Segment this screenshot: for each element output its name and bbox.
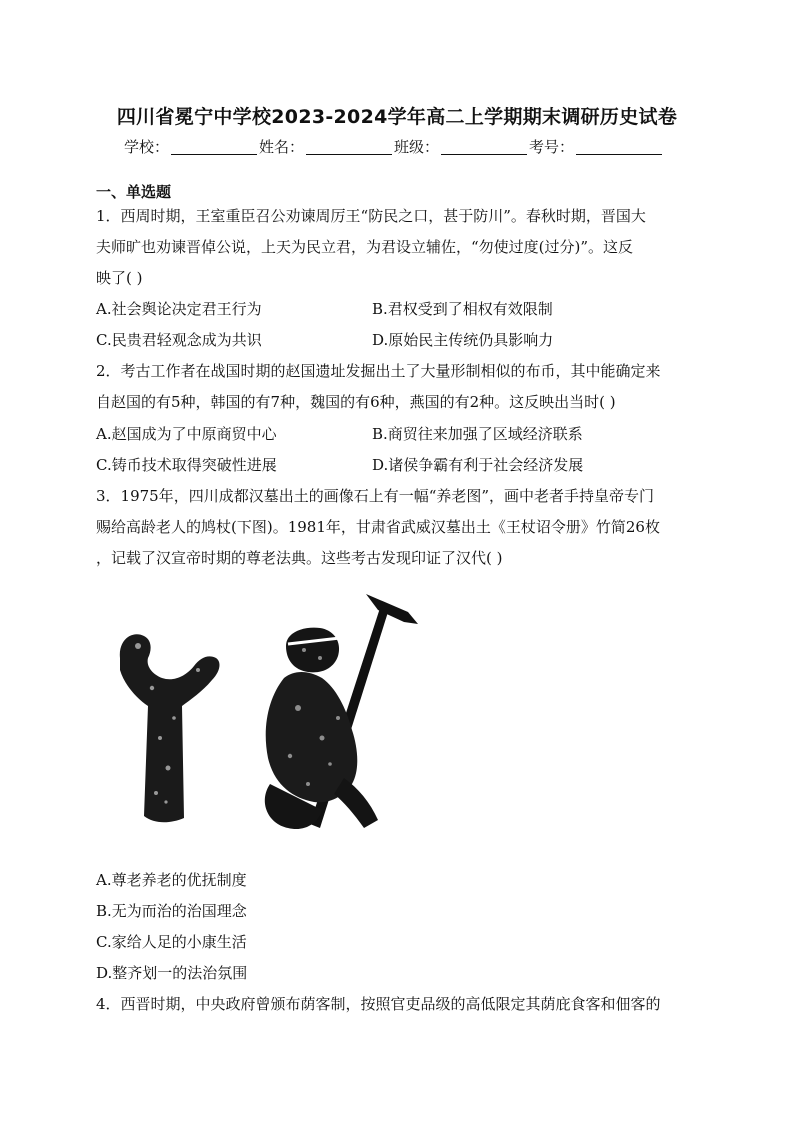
- q3-line: 3．1975年，四川成都汉墓出土的画像石上有一幅“养老图”，画中老者手持皇帝专门: [96, 487, 655, 505]
- section-heading: 一、单选题: [96, 183, 172, 201]
- q2-option-d[interactable]: D.诸侯争霸有利于社会经济发展: [372, 456, 584, 474]
- q1-option-c[interactable]: C.民贵君轻观念成为共识: [96, 331, 262, 349]
- q2-line: 自赵国的有5种，韩国的有7种，魏国的有6种，燕国的有2种。这反映出当时( ): [96, 393, 616, 411]
- q3-option-d[interactable]: D.整齐划一的法治氛围: [96, 964, 248, 982]
- class-blank[interactable]: [441, 140, 527, 155]
- q4-line: 4．西晋时期，中央政府曾颁布荫客制，按照官吏品级的高低限定其荫庇食客和佃客的: [96, 995, 661, 1013]
- q3-option-b[interactable]: B.无为而治的治国理念: [96, 902, 247, 920]
- school-blank[interactable]: [171, 140, 257, 155]
- q1-option-a[interactable]: A.社会舆论决定君王行为: [96, 300, 262, 318]
- class-label: 班级：: [394, 138, 440, 156]
- q1-line: 夫师旷也劝谏晋倬公说，上天为民立君，为君设立辅佐，“勿使过度(过分)”。这反: [96, 238, 634, 256]
- school-label: 学校：: [124, 138, 170, 156]
- q3-option-a[interactable]: A.尊老养老的优抚制度: [96, 871, 247, 889]
- q1-line: 1．西周时期，王室重臣召公劝谏周厉王“防民之口，甚于防川”。春秋时期，晋国大: [96, 207, 646, 225]
- dove-staff-illustration: [108, 588, 438, 848]
- q2-line: 2．考古工作者在战国时期的赵国遗址发掘出土了大量形制相似的布币，其中能确定来: [96, 362, 661, 380]
- q3-option-c[interactable]: C.家给人足的小康生活: [96, 933, 247, 951]
- name-blank[interactable]: [306, 140, 392, 155]
- q2-option-b[interactable]: B.商贸往来加强了区域经济联系: [372, 425, 583, 443]
- q3-line: 赐给高龄老人的鸠杖(下图)。1981年，甘肃省武威汉墓出土《王杖诏令册》竹简26枚: [96, 518, 660, 536]
- q1-line: 映了( ): [96, 269, 143, 287]
- student-info-row: [124, 136, 664, 157]
- dove-staff-image: [120, 634, 220, 822]
- exam-no-label: 考号：: [529, 138, 575, 156]
- q1-option-d[interactable]: D.原始民主传统仍具影响力: [372, 331, 554, 349]
- exam-no-blank[interactable]: [576, 140, 662, 155]
- q2-option-c[interactable]: C.铸币技术取得突破性进展: [96, 456, 277, 474]
- q3-line: ，记载了汉宣帝时期的尊老法典。这些考古发现印证了汉代( ): [96, 549, 503, 567]
- elder-figure-image: [265, 594, 418, 829]
- exam-title: 四川省冕宁中学校2023-2024学年高二上学期期末调研历史试卷: [116, 106, 678, 128]
- q2-option-a[interactable]: A.赵国成为了中原商贸中心: [96, 425, 277, 443]
- name-label: 姓名：: [259, 138, 305, 156]
- q1-option-b[interactable]: B.君权受到了相权有效限制: [372, 300, 553, 318]
